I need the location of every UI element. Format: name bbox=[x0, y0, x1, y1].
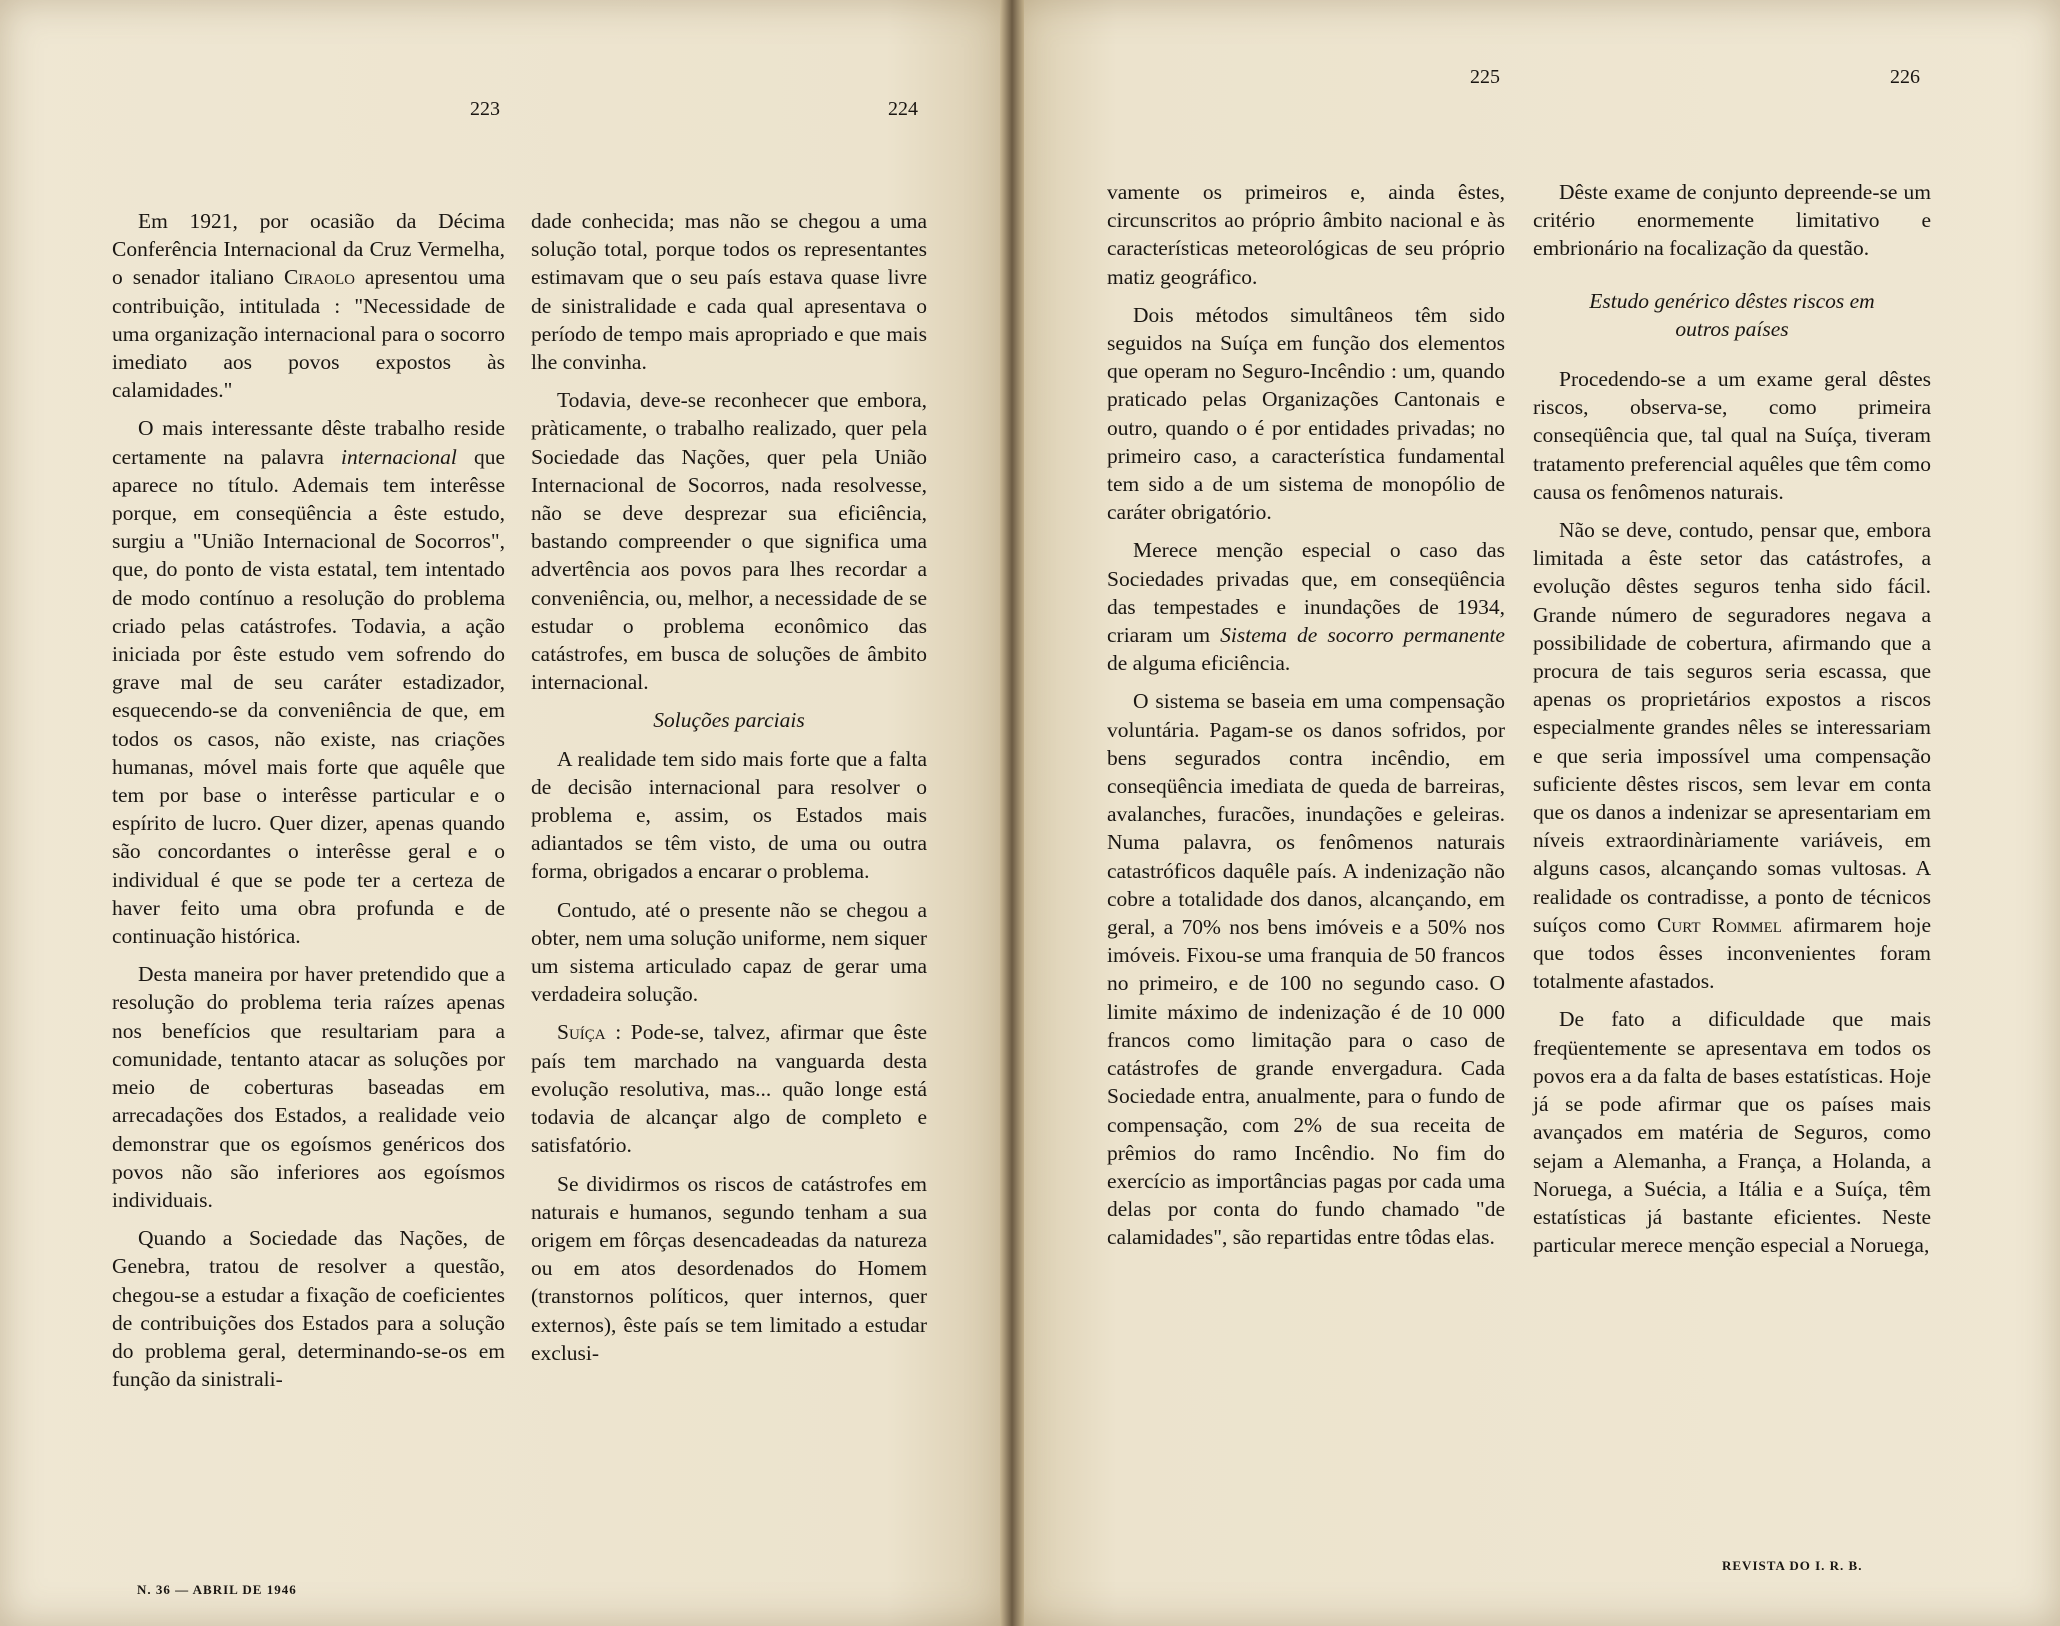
paragraph: Desta maneira por haver pretendido que a resolução do problema teria raízes apenas nos benefícios que resultariam para a comunidade, tentanto atacar as soluções por meio de coberturas baseadas em arrecadações dos Estados, a realidade veio demonstrar que os egoísmos genéricos dos povos não são inferiores aos egoísmos individuais. bbox=[112, 962, 505, 1212]
footer-issue: N. 36 — ABRIL DE 1946 bbox=[137, 1582, 297, 1597]
page-number-223: 223 bbox=[470, 98, 500, 120]
column-page-224 bbox=[531, 207, 927, 1377]
section-heading: Soluções parciais bbox=[653, 708, 805, 733]
section-heading: Estudo genérico dêstes riscos em outros países bbox=[1589, 288, 1875, 341]
paragraph: Contudo, até o presente não se chegou a obter, nem uma solução uniforme, nem siquer um sistema articulado capaz de gerar uma verdadeira solução. bbox=[531, 897, 927, 1007]
spine-gutter bbox=[1000, 0, 1024, 1626]
paragraph: A realidade tem sido mais forte que a falta de decisão internacional para resolver o problema e, assim, os Estados mais adiantados se têm visto, de uma ou outra forma, obrigados a encarar o problema. bbox=[531, 746, 927, 884]
paragraph: vamente os primeiros e, ainda êstes, circunscritos ao próprio âmbito nacional e às características meteorológicas de seu próprio matiz geográfico. bbox=[1107, 180, 1505, 289]
paragraph: Procedendo-se a um exame geral dêstes riscos, observa-se, como primeira conseqüência que, tal qual na Suíça, tiveram tratamento preferencial aquêles que têm como causa os fenômenos naturais. bbox=[1533, 367, 1931, 504]
page-number-226: 226 bbox=[1890, 66, 1920, 88]
paragraph: Merece menção especial o caso das Sociedades privadas que, em conseqüência das tempestades e inundações de 1934, criaram um Sistema de socorro permanente de alguma eficiência. bbox=[1107, 538, 1505, 676]
page-number-224: 224 bbox=[888, 98, 918, 120]
author-name: Ciraolo bbox=[283, 265, 355, 290]
page-number-225: 225 bbox=[1470, 66, 1500, 88]
paragraph: Quando a Sociedade das Nações, de Genebra, tratou de resolver a questão, chegou-se a estudar a fixação de coeficientes de contribuições dos Estados para a solução do problema geral, determinando-se-os em função da sinistrali- bbox=[112, 1226, 505, 1392]
paragraph: Se dividirmos os riscos de catástrofes em naturais e humanos, segundo tenham a sua origem em fôrças desencadeadas da natureza ou em atos desordenados do Homem (transtornos políticos, quer internos, quer externos), êste país se tem limitado a estudar exclusi- bbox=[531, 1171, 927, 1365]
paragraph: Todavia, deve-se reconhecer que embora, pràticamente, o trabalho realizado, quer pela Sociedade das Nações, quer pela União Internacional de Socorros, nada resolvesse, não se deve desprezar sua eficiência, bastando compreender o que significa uma advertência aos povos para lhes recordar a conveniência, ou, melhor, a necessidade de se estudar o problema econômico das catástrofes, em busca de soluções de âmbito internacional. bbox=[531, 388, 927, 695]
paragraph: Dêste exame de conjunto depreende-se um critério enormemente limitativo e embrionário na focalização da questão. bbox=[1533, 180, 1931, 261]
paragraph: O mais interessante dêste trabalho reside certamente na palavra internacional que aparece no título. Ademais tem interêsse porque, em conseqüência a êste estudo, surgiu a "União Internacional de Socorros", que, do ponto de vista estatal, tem intentado de modo contínuo a resolução do problema criado pelas catástrofes. Todavia, a ação iniciada por êste estudo vem sofrendo do grave mal de seu caráter estadizador, esquecendo-se da conveniência de que, em todos os casos, não existe, nas criações humanas, móvel mais forte que aquêle que tem por base o interêsse particular e o espírito de lucro. Quer dizer, apenas quando são concordantes o interêsse geral e o individual é que se pode ter a certeza de haver feito uma obra profunda e de continuação histórica. bbox=[112, 416, 505, 949]
paragraph: Não se deve, contudo, pensar que, embora limitada a êste setor das catástrofes, a evolução dêstes seguros tenha sido fácil. Grande número de seguradores negava a possibilidade de cobertura, afirmando que a procura de tais seguros seria escassa, que apenas os proprietários expostos a riscos especialmente grandes nêles se interessariam e que seria impossível uma compensação suficiente dêstes riscos, sem levar em conta que os danos a indenizar se apresentariam em níveis extraordinàriamente variáveis, em alguns casos, alcançando somas vultosas. A realidade os contradisse, a ponto de técnicos suíços como Curt Rommel afirmarem hoje que todos êsses inconvenientes foram totalmente afastados. bbox=[1533, 518, 1931, 994]
column-page-225 bbox=[1107, 178, 1505, 1262]
paragraph: De fato a dificuldade que mais freqüentemente se apresentava em todos os povos era a da falta de bases estatísticas. Hoje já se pode afirmar que os países mais avançados em matéria de Seguros, como sejam a Alemanha, a França, a Holanda, a Noruega, a Suécia, a Itália e a Suíça, têm estatísticas já bastante eficientes. Neste particular merece menção especial a Noruega, bbox=[1533, 1007, 1931, 1258]
paragraph: Suíça : Pode-se, talvez, afirmar que êste país tem marchado na vanguarda desta evolução resolutiva, mas... quão longe está todavia de alcançar algo de completo e satisfatório. bbox=[531, 1020, 927, 1158]
paragraph: O sistema se baseia em uma compensação voluntária. Pagam-se os danos sofridos, por bens segurados contra incêndio, em conseqüência imediata de queda de barreiras, avalanches, furacões, inundações e geleiras. Numa palavra, os fenômenos naturais catastróficos daquêle país. A indenização não cobre a totalidade dos danos, alcançando, em geral, a 70% nos bens imóveis e a 50% nos imóveis. Fixou-se uma franquia de 50 francos no primeiro, e de 100 no segundo caso. O limite máximo de indenização é de 10 000 francos como limitação para o caso de catástrofes de grande envergadura. Cada Sociedade entra, anualmente, para o fundo de compensação, com 2% de sua receita de prêmios do ramo Incêndio. No fim do exercício as importâncias pagas por cada uma delas por conta do fundo chamado "de calamidades", são repartidas entre tôdas elas. bbox=[1107, 689, 1505, 1250]
column-page-223 bbox=[112, 207, 505, 1403]
author-name: Curt Rommel bbox=[1657, 912, 1782, 937]
paragraph: Em 1921, por ocasião da Décima Conferência Internacional da Cruz Vermelha, o senador italiano Ciraolo apresentou uma contribuição, intitulada : "Necessidade de uma organização internacional para o socorro imediato aos povos expostos às calamidades." bbox=[112, 209, 505, 403]
column-page-226 bbox=[1533, 178, 1931, 1269]
paragraph: Dois métodos simultâneos têm sido seguidos na Suíça em função dos elementos que operam no Seguro-Incêndio : um, quando praticado pelas Organizações Cantonais e outro, quando o é por entidades privadas; no primeiro caso, a característica fundamental tem sido a de um sistema de monopólio de caráter obrigatório. bbox=[1107, 302, 1505, 525]
paragraph: dade conhecida; mas não se chegou a uma solução total, porque todos os representantes estimavam que o seu país estava quase livre de sinistralidade e cada qual apresentava o período de tempo mais apropriado e que mais lhe convinha. bbox=[531, 209, 927, 375]
footer-journal: REVISTA DO I. R. B. bbox=[1722, 1558, 1863, 1573]
